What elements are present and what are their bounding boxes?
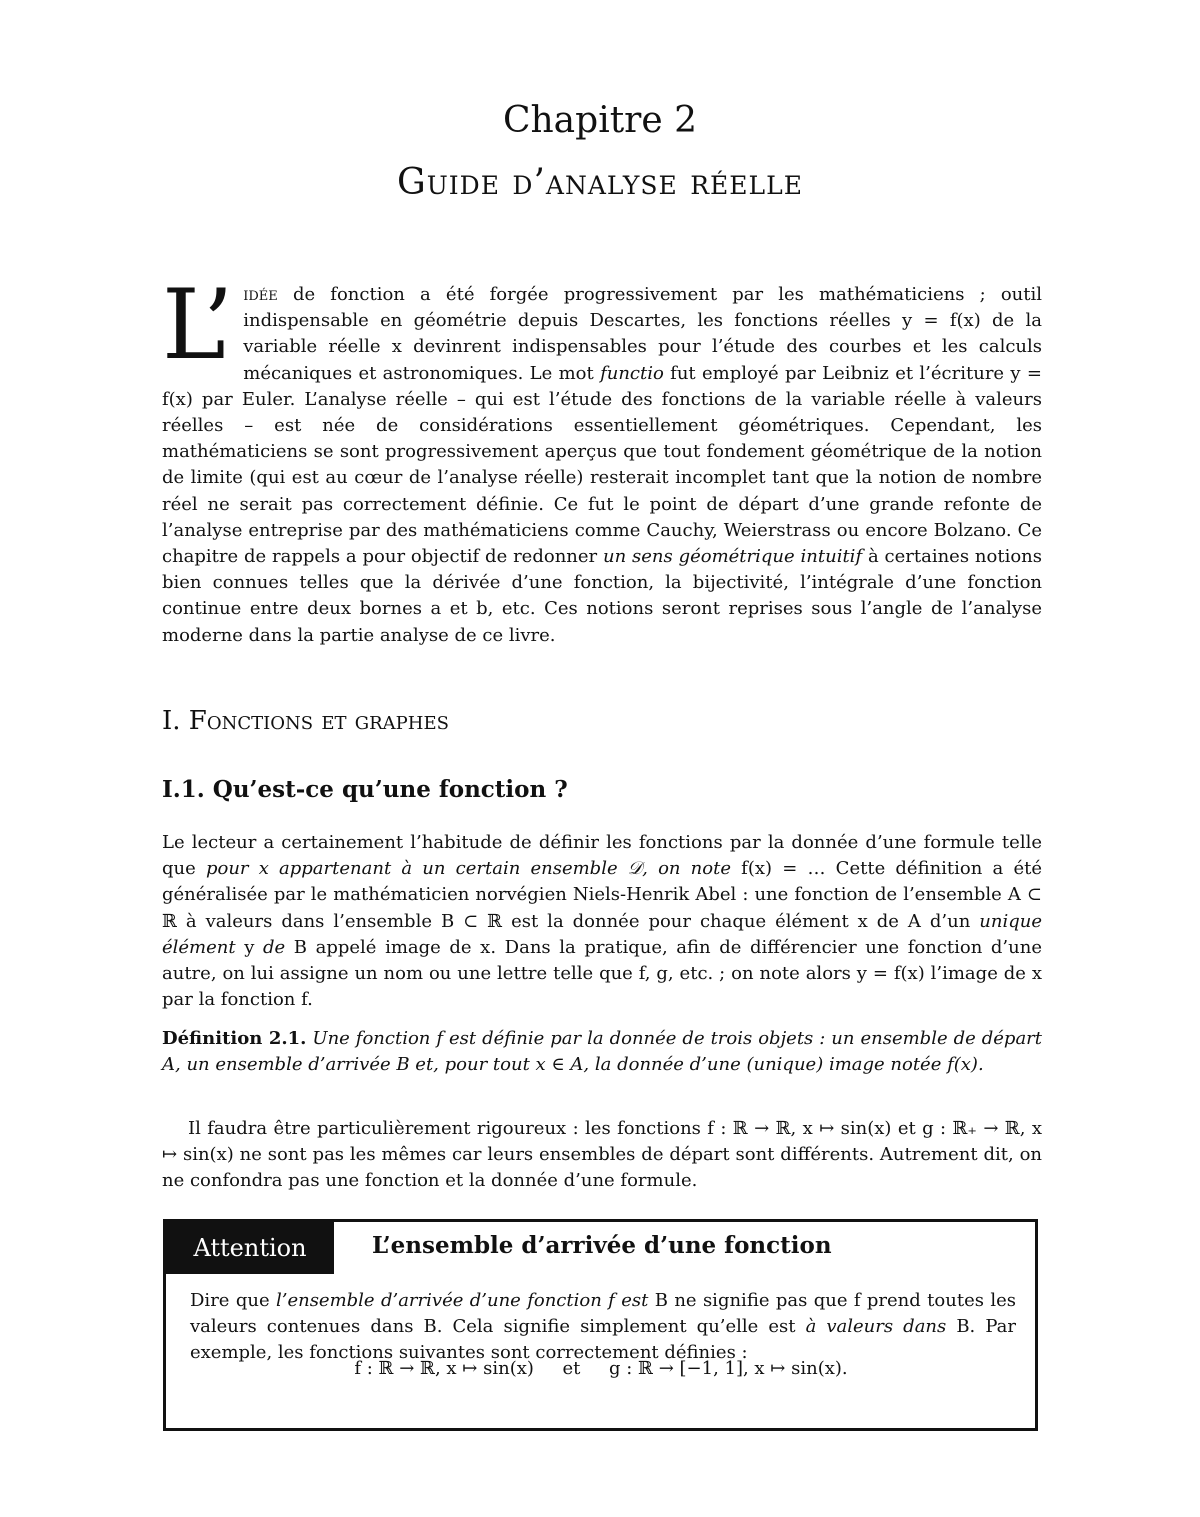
att-a: Dire que (190, 1290, 276, 1311)
att-c: B ne signifie pas que f prend toutes les valeurs contenues dans B. Cela signifie simplement qu’elle est (190, 1290, 1016, 1338)
p1-c: f(x) = … Cette définition a été généralisée par le mathématicien norvégien Niels-Henrik Abel : une fonction de l’ensemble A ⊂ ℝ à valeurs dans l’ensemble B ⊂ ℝ est la donnée pour chaque élément x de A d’un (162, 858, 1042, 932)
attention-box (163, 1219, 1038, 1431)
definition-label: Définition 2.1. (162, 1028, 307, 1049)
subsection-title: I.1. Qu’est-ce qu’une fonction ? (162, 776, 568, 803)
p1-d: unique élément (162, 910, 1042, 958)
att-d: à valeurs dans (805, 1316, 947, 1338)
section-title: I. Fonctions et graphes (162, 706, 449, 736)
intro-lead: idée (243, 284, 278, 305)
intro-functio: functio (600, 362, 664, 384)
paragraph-1 (162, 830, 1042, 1013)
attention-body (190, 1288, 1016, 1367)
attention-formula: f : ℝ → ℝ, x ↦ sin(x) et g : ℝ → [−1, 1], x ↦ sin(x). (354, 1358, 848, 1379)
chapter-number: Chapitre 2 (502, 100, 698, 141)
att-e: B. Par exemple, les fonctions suivantes sont correctement définies : (190, 1316, 1016, 1364)
p1-g: B appelé image de x. Dans la pratique, afin de différencier une fonction d’une autre, on lui assigne un nom ou une lettre telle que f, g, etc. ; on note alors y = f(x) l’image de x par la fonction f. (162, 936, 1042, 1011)
p1-e: y (235, 936, 263, 958)
definition-text: Une fonction f est définie par la donnée de trois objets : un ensemble de départ A, un ensemble d’arrivée B et, pour tout x ∈ A, la donnée d’une (unique) image notée f(x). (162, 1028, 1043, 1076)
intro-paragraph (162, 269, 1043, 649)
dropcap: L’ (162, 269, 234, 381)
intro-text: de fonction a été forgée progressivement par les mathématiciens ; outil indispensable en géométrie depuis Descartes, les fonctions réelles y = f(x) de la variable réelle x devinrent indispensables pour l’étude des courbes et les calculs mécaniques et astronomiques. Le mot (243, 284, 1042, 384)
att-b: l’ensemble d’arrivée d’une fonction f est (275, 1290, 649, 1311)
p1-f: de (263, 936, 286, 958)
attention-tag: Attention (166, 1222, 334, 1274)
p1-a: Le lecteur a certainement l’habitude de définir les fonctions par la donnée d’une formule telle que (162, 832, 1042, 880)
paragraph-2: Il faudra être particulièrement rigoureux : les fonctions f : ℝ → ℝ, x ↦ sin(x) et g : ℝ₊ → ℝ, x ↦ sin(x) ne sont pas les mêmes car leurs ensembles de départ sont différents. Autrement dit, on ne confondra pas une fonction et la donnée d’une formule. (162, 1118, 1042, 1192)
p1-b: pour x appartenant à un certain ensemble 𝒟, on note (205, 858, 731, 880)
intro-text-2: fut employé par Leibniz et l’écriture y = f(x) par Euler. L’analyse réelle – qui est l’étude des fonctions de la variable réelle à valeurs réelles – est née de considérations essentiellement géométriques. Cependant, les mathématiciens se sont progressivement aperçus que tout fondement géométrique de la notion de limite (qui est au cœur de l’analyse réelle) resterait incomplet tant que la notion de nombre réel ne serait pas correctement définie. Ce fut le point de départ d’une grande refonte de l’analyse entreprise par des mathématiciens comme Cauchy, Weierstrass ou encore Bolzano. Ce chapitre de rappels a pour objectif de redonner (162, 362, 1042, 568)
definition (162, 1026, 1042, 1078)
intro-text-3: à certaines notions bien connues telles que la dérivée d’une fonction, la bijectivité, l’intégrale d’une fonction continue entre deux bornes a et b, etc. Ces notions seront reprises sous l’angle de l’analyse moderne dans la partie analyse de ce livre. (162, 546, 1043, 646)
intro-sens: un sens géométrique intuitif (602, 546, 863, 568)
attention-title: L’ensemble d’arrivée d’une fonction (372, 1232, 832, 1259)
chapter-title: Guide d’analyse réelle (396, 162, 803, 203)
